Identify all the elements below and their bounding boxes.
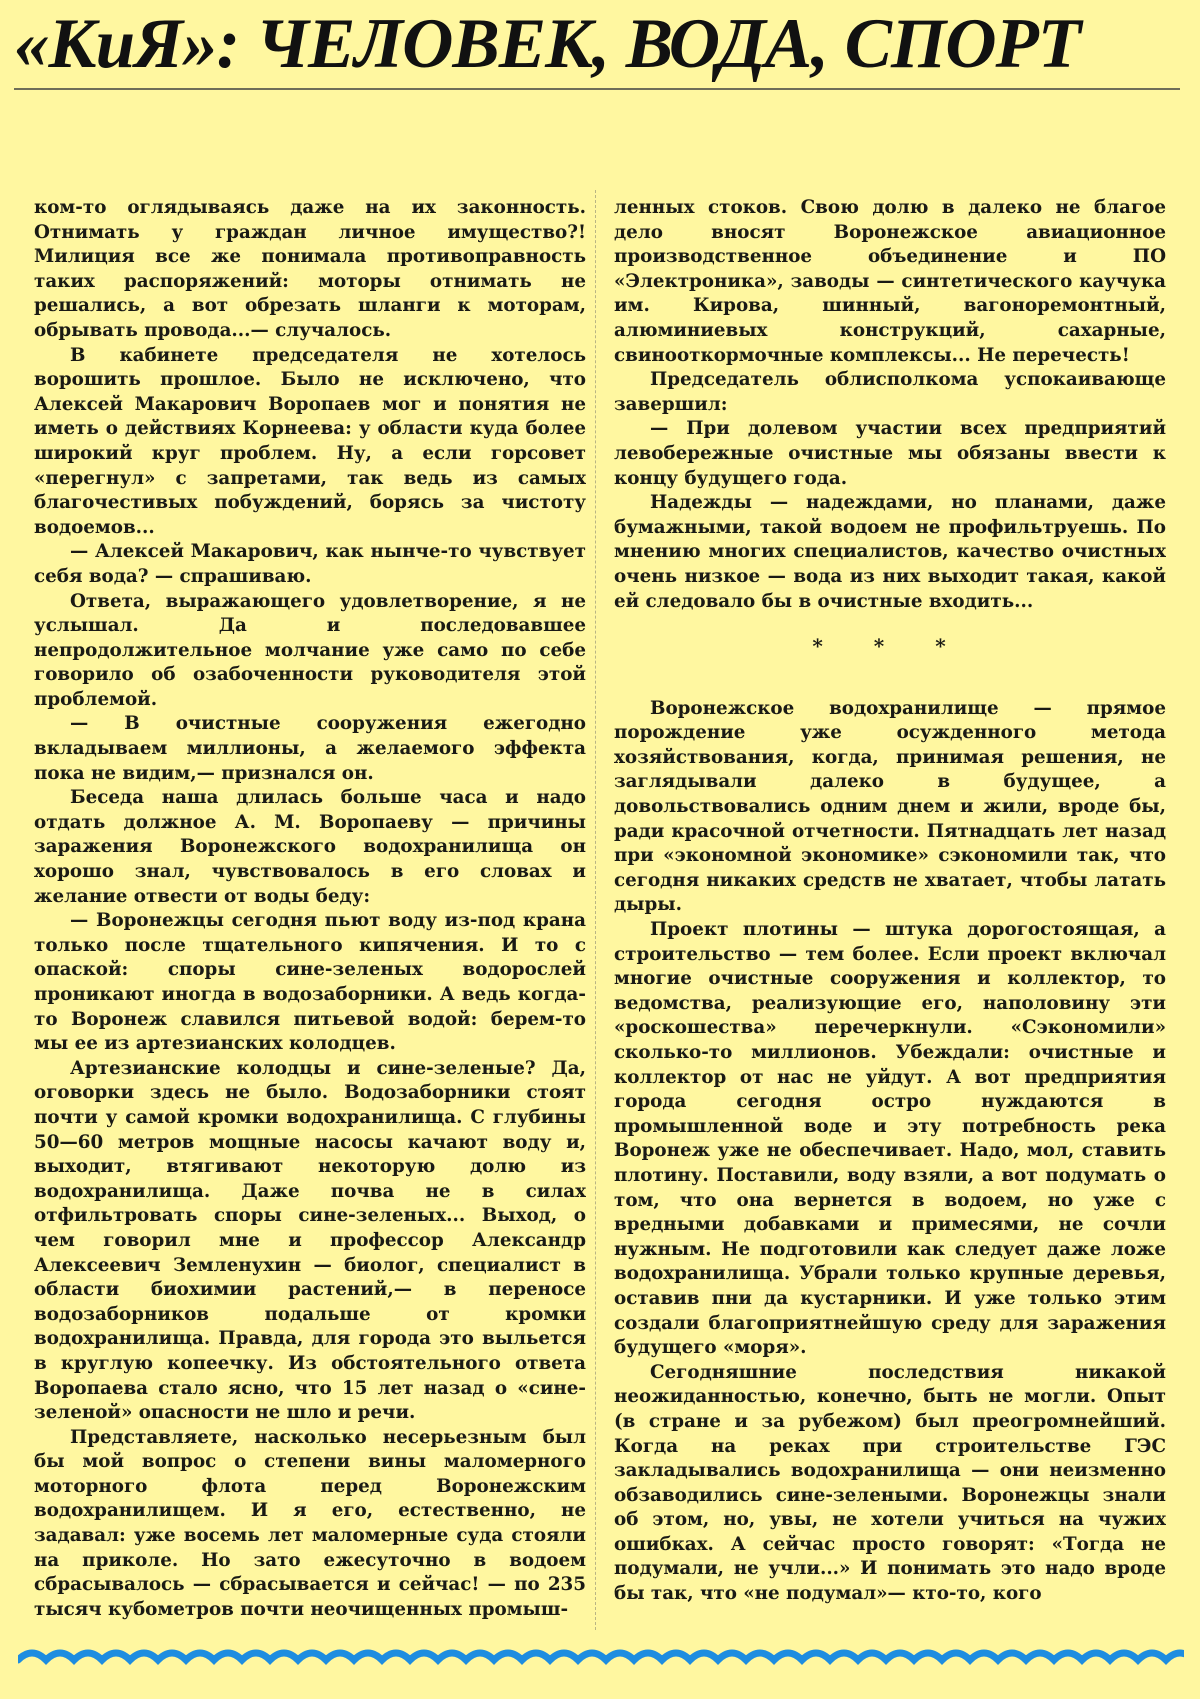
paragraph: — Воронежцы сегодня пьют воду из-под крана только после тщательного кипячения. И то с опаской: споры сине-зеленых водорослей проникают иногда в водозаборники. А ведь когда-то Воронеж славился питьевой водой: берем-то мы ее из артезианских колодцев. (34, 910, 586, 1055)
paragraph: Артезианские колодцы и сине-зеленые? Да, оговорки здесь не было. Водозаборники стоят почти у самой кромки водохранилища. С глубины 50—60 метров мощные насосы качают воду и, выходит, втягивают некоторую долю из водохранилища. Даже почва не в силах отфильтровать споры сине-зеленых... Выход, о чем говорил мне и профессор Александр Алексеевич Земленухин — биолог, специалист в области биохимии растений,— в переносе водозаборников подальше от кромки водохранилища. Правда, для города это выльется в круглую копеечку. Из обстоятельного ответа Воропаева стало ясно, что 15 лет назад о «сине-зеленой» опасности не шло и речи. (34, 1057, 586, 1424)
paragraph: Ответа, выражающего удовлетворение, я не услышал. Да и последовавшее непродолжительное молчание уже само по себе говорило об озабоченности руководителя этой проблемой. (34, 590, 586, 710)
paragraph: Сегодняшние последствия никакой неожиданностью, конечно, быть не могли. Опыт (в стране и за рубежом) был преогромнейший. Когда на реках при строительстве ГЭС закладывались водохранилища — они неизменно обзаводились сине-зелеными. Воронежцы знали об этом, но, увы, не хотели учиться на чужих ошибках. А сейчас просто говорят: «Тогда не подумали, не учли...» И понимать это надо вроде бы так, что «не подумал»— кто-то, кого (614, 1361, 1166, 1605)
paragraph: Председатель облисполкома успокаивающе завершил: (614, 369, 1166, 415)
paragraph: Надежды — надеждами, но планами, даже бумажными, такой водоем не профильтруешь. По мнению многих специалистов, качество очистных очень низкое — вода из них выходит такая, какой ей следовало бы в очистные входить... (614, 492, 1166, 612)
section-separator: * * * (812, 634, 968, 659)
paragraph: Беседа наша длилась больше часа и надо отдать должное А. М. Воропаеву — причины заражения Воронежского водохранилища он хорошо знал, чувствовалось в его словах и желание отвести от воды беду: (34, 787, 586, 907)
wave-border-ornament (18, 1644, 1184, 1670)
paragraph: Представляете, насколько несерьезным был бы мой вопрос о степени вины маломерного моторного флота перед Воронежским водохранилищем. И я его, естественно, не задавал: уже восемь лет маломерные суда стояли на приколе. Но зато ежесуточно в водоем сбрасывалось — сбрасывается и сейчас! — по 235 тысяч кубометров почти неочищенных промыш- (34, 1426, 586, 1620)
paragraph: — В очистные сооружения ежегодно вкладываем миллионы, а желаемого эффекта пока не видим,— признался он. (34, 713, 586, 784)
headline: «КиЯ»: ЧЕЛОВЕК, ВОДА, СПОРТ (14, 5, 1081, 83)
paragraph: ком-то оглядываясь даже на их законность. Отнимать у граждан личное имущество?! Милиция все же понимала противоправность таких распоряжений: моторы отнимать не решались, а вот обрезать шланги к моторам, обрывать провода...— случалось. (34, 197, 586, 341)
paragraph: Проект плотины — штука дорогостоящая, а строительство — тем более. Если проект включал многие очистные сооружения и коллектор, то ведомства, реализующие его, наполовину эти «роскошества» перечеркнули. «Сэкономили» сколько-то миллионов. Убеждали: очистные и коллектор от нас не уйдут. А вот предприятия города сегодня остро нуждаются в промышленной воде и эту потребность река Воронеж уже не обеспечивает. Надо, мол, ставить плотину. Поставили, воду взяли, а вот подумать о том, что она вернется в водоем, но уже с вредными добавками и примесями, не сочли нужным. Не подготовили как следует даже ложе водохранилища. Убрали только крупные деревья, оставив пни да кустарники. И уже только этим создали благоприятнейшую среду для заражения будущего «моря». (614, 919, 1166, 1359)
right-column (614, 196, 1166, 1636)
paragraph: ленных стоков. Свою долю в далеко не благое дело вносят Воронежское авиационное производственное объединение и ПО «Электроника», заводы — синтетического каучука им. Кирова, шинный, вагоноремонтный, алюминиевых конструкций, сахарные, свинооткормочные комплексы... Не перечесть! (614, 197, 1166, 366)
paragraph: — Алексей Макарович, как нынче-то чувствует себя вода? — спрашиваю. (34, 541, 586, 587)
headline-rule (14, 88, 1180, 90)
paragraph: В кабинете председателя не хотелось ворошить прошлое. Было не исключено, что Алексей Макарович Воропаев мог и понятия не иметь о действиях Корнеева: у области куда более широкий круг проблем. Ну, а если горсовет «перегнул» с запретами, так ведь из самых благочестивых побуждений, борясь за чистоту водоемов... (34, 344, 586, 538)
paragraph: — При долевом участии всех предприятий левобережные очистные мы обязаны ввести к концу будущего года. (614, 418, 1166, 489)
paragraph: Воронежское водохранилище — прямое порождение уже осужденного метода хозяйствования, когда, принимая решения, не заглядывали далеко в будущее, а довольствовались одним днем и жили, вроде бы, ради красочной отчетности. Пятнадцать лет назад при «экономной экономике» сэкономили так, что сегодня никаких средств не хватает, чтобы латать дыры. (614, 697, 1166, 916)
column-divider (595, 190, 596, 1630)
left-column (34, 196, 586, 1636)
